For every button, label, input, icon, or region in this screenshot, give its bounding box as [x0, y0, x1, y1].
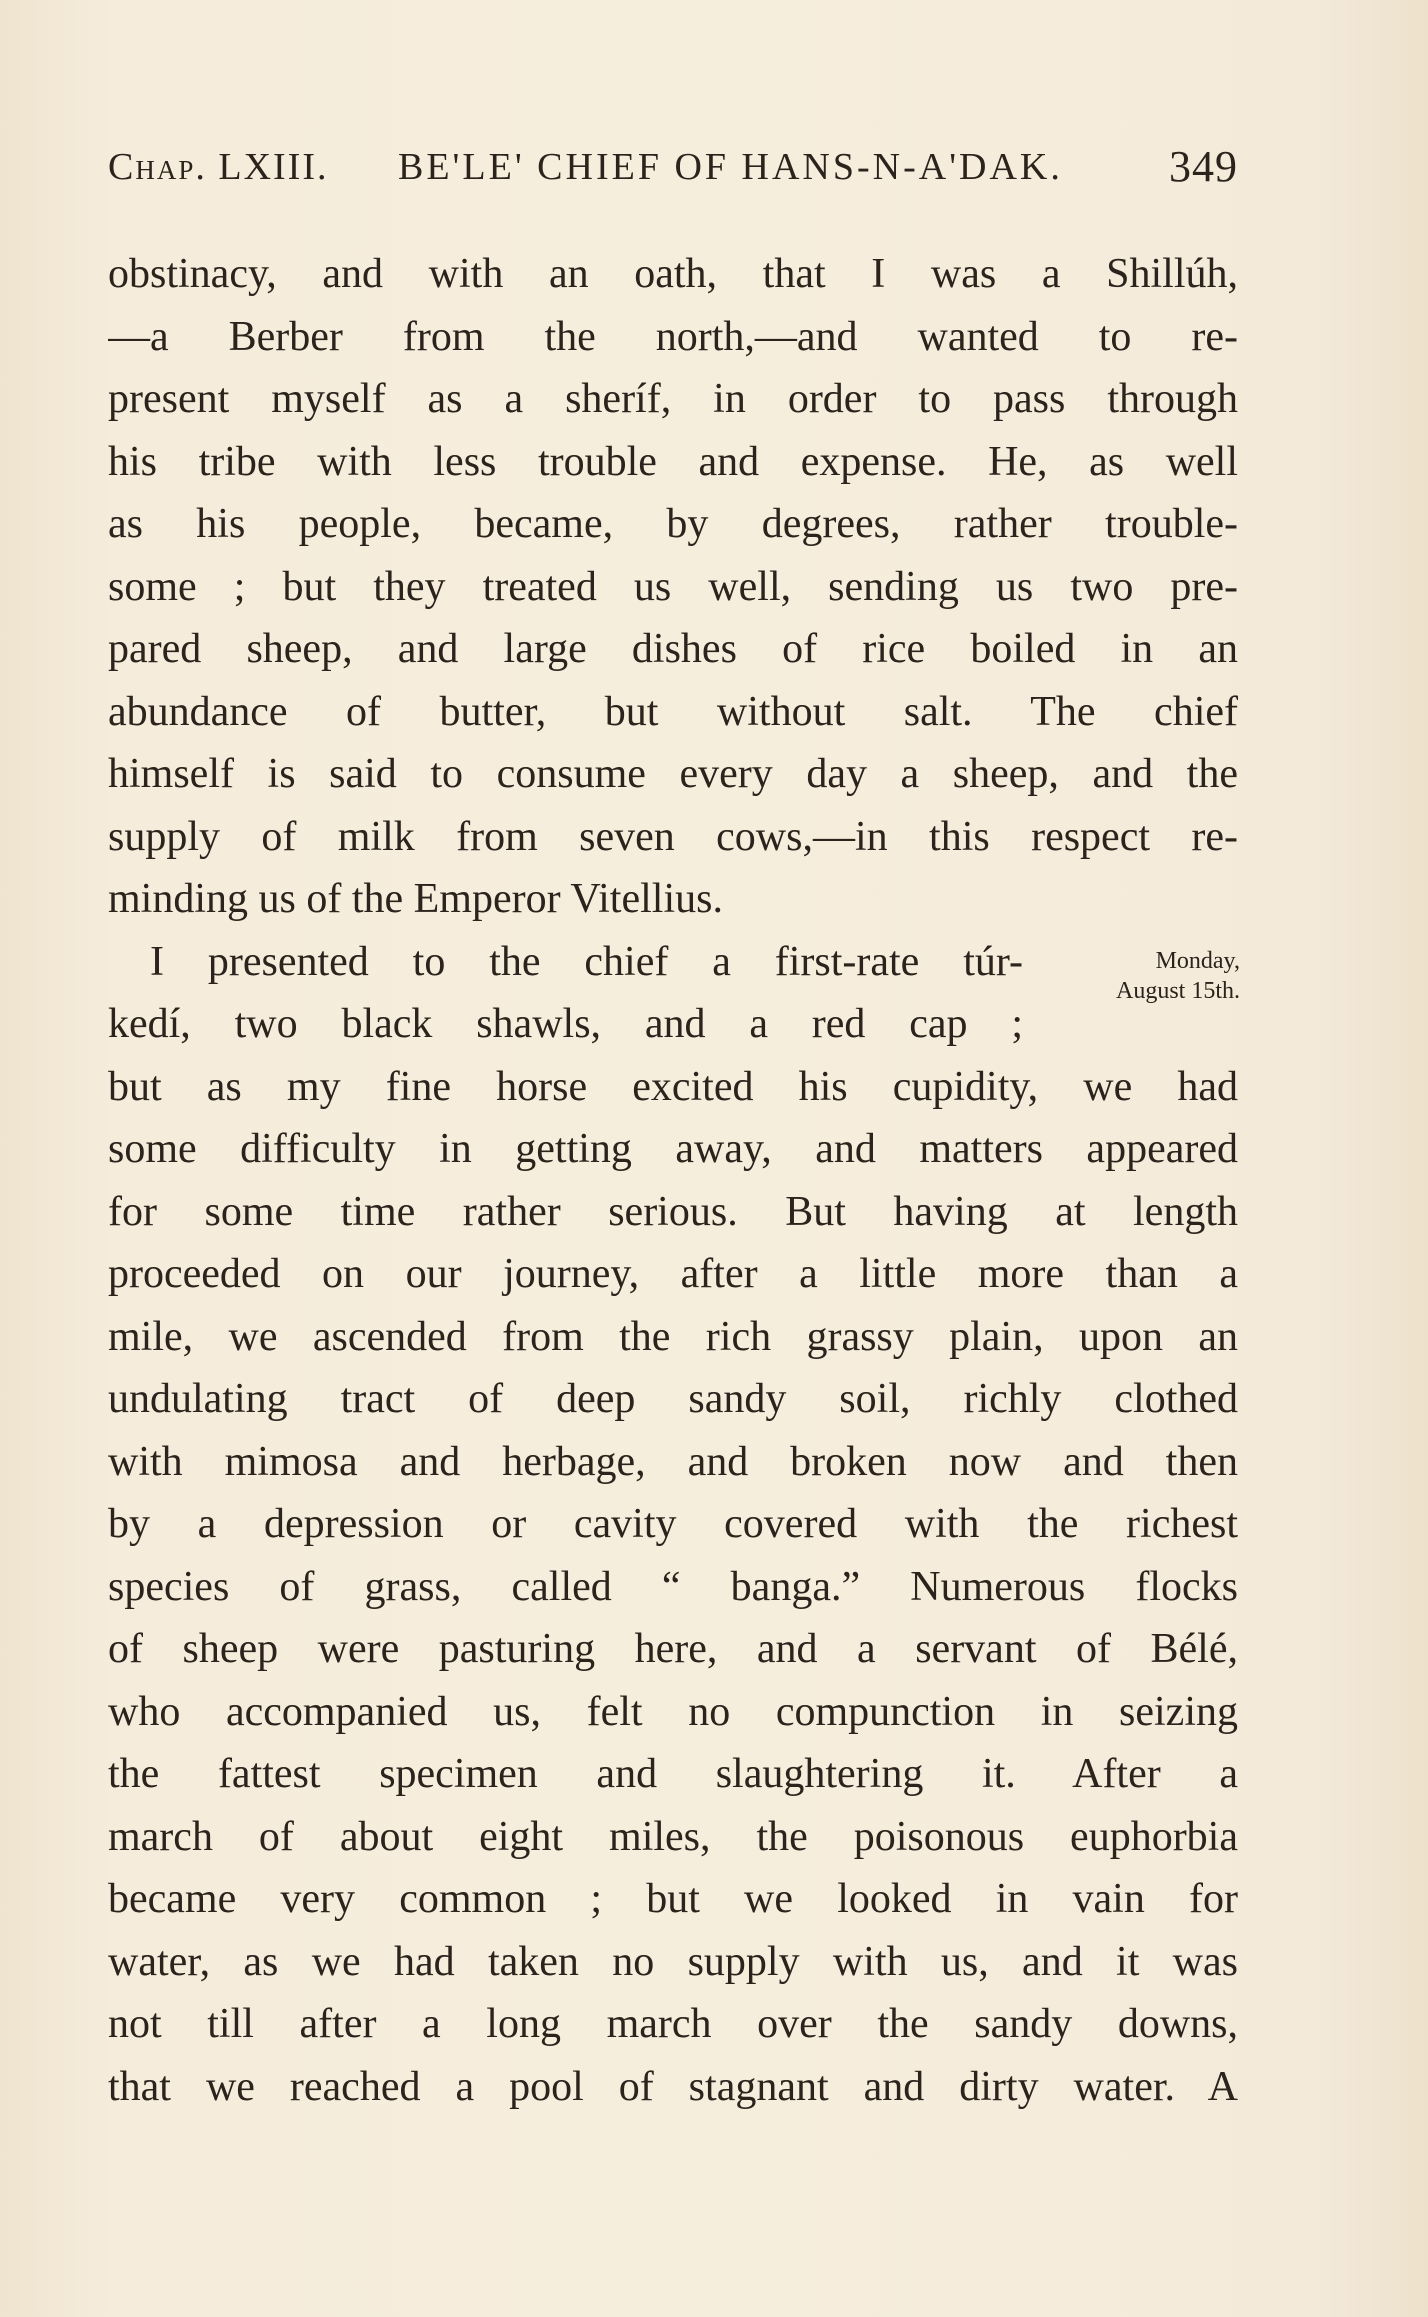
text-line: proceeded on our journey, after a little more than a: [108, 1251, 1238, 1297]
text-line: obstinacy, and with an oath, that I was a Shillúh,: [108, 251, 1238, 297]
running-head: [108, 142, 1238, 205]
text-line: minding us of the Emperor Vitellius.: [108, 876, 723, 922]
text-line: as his people, became, by degrees, rather trouble-: [108, 501, 1238, 547]
text-line: abundance of butter, but without salt. The chief: [108, 688, 1238, 735]
text-line: himself is said to consume every day a sheep, and the: [108, 751, 1238, 797]
text-line: kedí, two black shawls, and a red cap ;: [108, 1001, 1023, 1047]
text-line: species of grass, called “ banga.” Numerous flocks: [108, 1563, 1238, 1610]
margin-note-date: August 15th.: [1115, 978, 1240, 1004]
body-text: [108, 243, 1238, 2118]
text-line: that we reached a pool of stagnant and dirty water. A: [108, 2063, 1238, 2110]
text-line: pared sheep, and large dishes of rice boiled in an: [108, 626, 1238, 672]
text-line: became very common ; but we looked in vain for: [108, 1876, 1238, 1922]
text-line: his tribe with less trouble and expense. He, as well: [108, 438, 1238, 485]
text-line: mile, we ascended from the rich grassy plain, upon an: [108, 1313, 1238, 1360]
text-line: —a Berber from the north,—and wanted to re-: [108, 313, 1238, 360]
page-number: 349: [1169, 142, 1238, 191]
text-line: undulating tract of deep sandy soil, richly clothed: [108, 1376, 1238, 1422]
text-line: but as my fine horse excited his cupidity, we had: [108, 1063, 1238, 1110]
text-line: I presented to the chief a first-rate túr-: [150, 938, 1023, 985]
margin-note-day: Monday,: [1155, 948, 1240, 974]
chapter-title: BE'LE' CHIEF OF HANS-N-A'DAK.: [398, 146, 1063, 188]
text-line: water, as we had taken no supply with us, and it was: [108, 1938, 1238, 1985]
text-line: some ; but they treated us well, sending us two pre-: [108, 563, 1238, 610]
text-line: with mimosa and herbage, and broken now and then: [108, 1438, 1238, 1485]
text-line: of sheep were pasturing here, and a servant of Bélé,: [108, 1626, 1238, 1672]
text-line: for some time rather serious. But having at length: [108, 1188, 1238, 1235]
text-line: not till after a long march over the sandy downs,: [108, 2001, 1238, 2047]
chapter-number: Chap. LXIII.: [108, 146, 329, 188]
text-line: by a depression or cavity covered with the richest: [108, 1501, 1238, 1547]
text-line: supply of milk from seven cows,—in this respect re-: [108, 813, 1238, 860]
text-line: who accompanied us, felt no compunction in seizing: [108, 1688, 1238, 1735]
text-line: some difficulty in getting away, and matters appeared: [108, 1126, 1238, 1172]
text-line: the fattest specimen and slaughtering it. After a: [108, 1751, 1238, 1797]
text-line: march of about eight miles, the poisonous euphorbia: [108, 1813, 1238, 1860]
text-line: present myself as a sheríf, in order to pass through: [108, 376, 1238, 422]
